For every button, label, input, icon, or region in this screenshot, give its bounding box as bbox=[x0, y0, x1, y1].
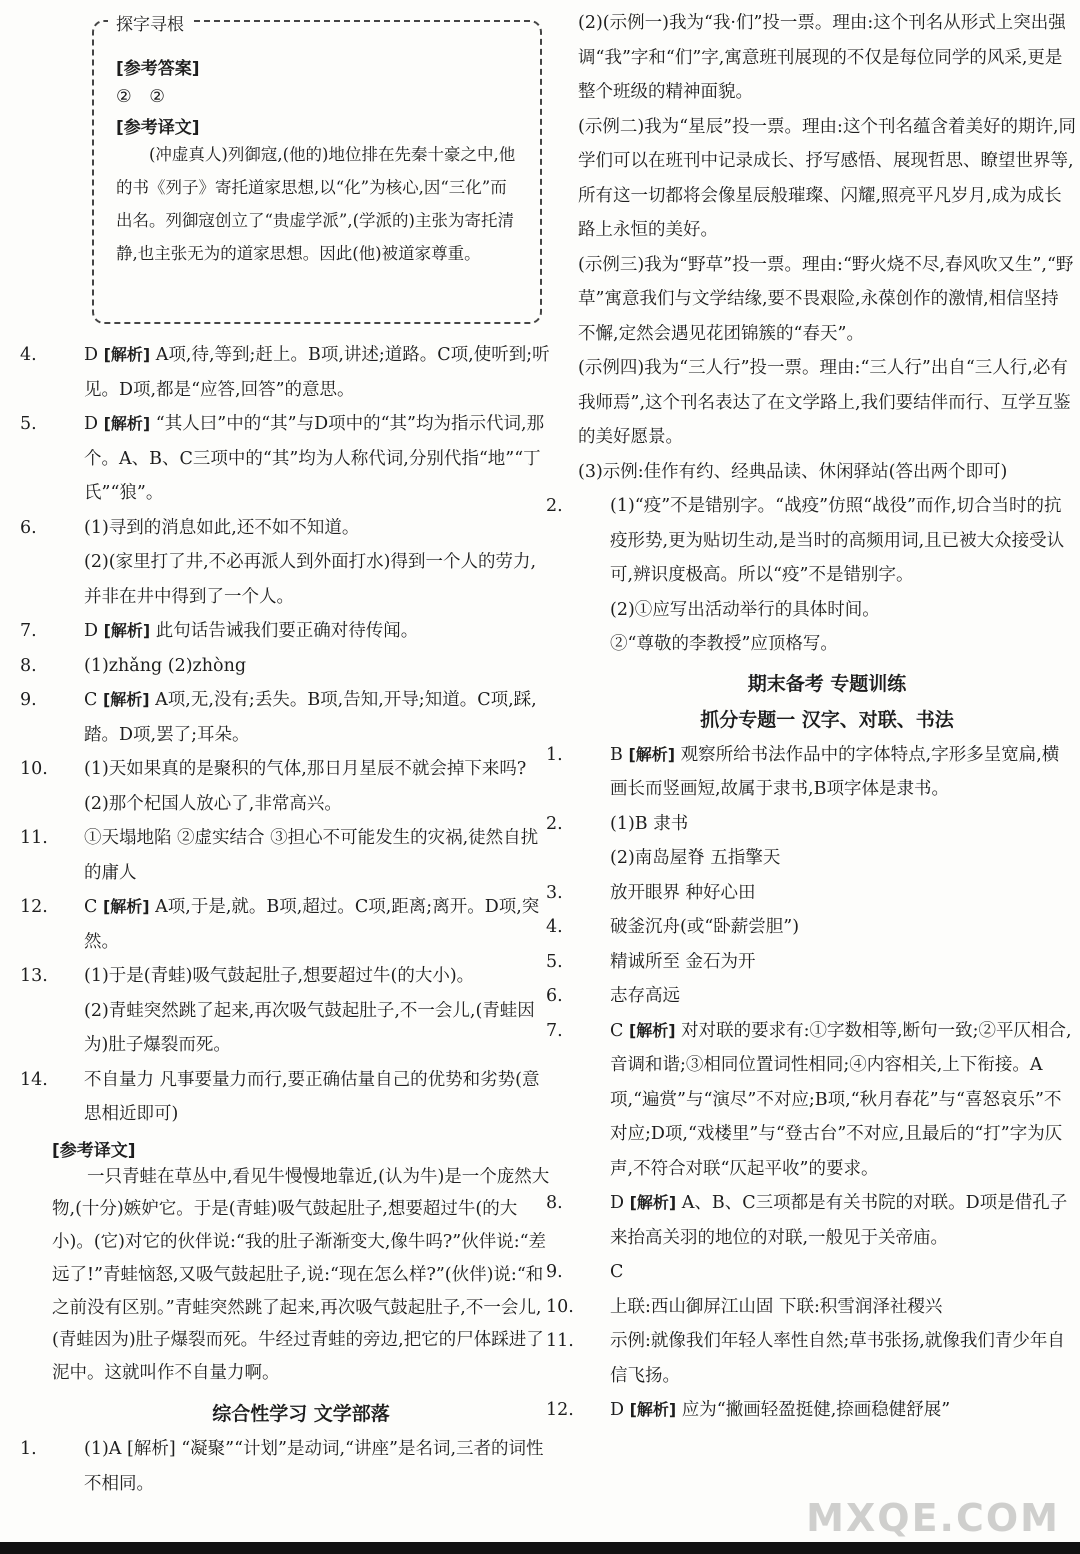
list-item bbox=[546, 489, 1076, 662]
list-item bbox=[546, 1186, 1076, 1255]
item-number: 9. bbox=[546, 1262, 563, 1282]
item-first-line bbox=[546, 1255, 1076, 1290]
analysis-tag: [解析] bbox=[629, 1400, 677, 1419]
item-text: (1)于是(青蛙)吸气鼓起肚子,想要超过牛(的大小)。 bbox=[84, 966, 475, 986]
item-first-line bbox=[546, 945, 1076, 980]
list-item bbox=[546, 1290, 1076, 1325]
list-item bbox=[546, 738, 1076, 807]
list-item bbox=[20, 614, 550, 649]
item-first-line bbox=[20, 890, 550, 959]
right-answer-list bbox=[546, 738, 1076, 1428]
section-heading-topic-one: 抓分专题一 汉字、对联、书法 bbox=[700, 708, 954, 731]
item-first-line bbox=[20, 959, 550, 994]
item-number: 2. bbox=[546, 813, 563, 834]
list-item bbox=[546, 1393, 1076, 1428]
answer-tag: [参考答案] bbox=[116, 59, 200, 79]
item-first-line bbox=[20, 511, 550, 546]
answer-text: ② ② bbox=[116, 87, 171, 107]
list-item bbox=[20, 890, 550, 959]
list-item bbox=[546, 876, 1076, 911]
list-item bbox=[546, 1255, 1076, 1290]
item-text: C bbox=[610, 1262, 624, 1282]
item-text: D [解析] A项,待,等到;赶上。B项,讲述;道路。C项,使听到;听见。D项,都是“应答,回答”的意思。 bbox=[84, 345, 550, 400]
item-text: (1)A [解析] “凝聚”“计划”是动词,“讲座”是名词,三者的词性不相同。 bbox=[84, 1439, 544, 1494]
item-number: 11. bbox=[20, 828, 48, 848]
example-paragraph: (3)示例:佳作有约、经典品读、休闲驿站(答出两个即可) bbox=[578, 461, 1008, 482]
item-number: 6. bbox=[20, 517, 37, 538]
right-top-examples bbox=[578, 6, 1076, 489]
item-text: ①天塌地陷 ②虚实结合 ③担心不可能发生的灾祸,徒然自扰的庸人 bbox=[84, 828, 539, 883]
item-first-line bbox=[20, 614, 550, 649]
list-item bbox=[20, 821, 550, 890]
item-sub-line: (2)(家里打了井,不必再派人到外面打水)得到一个人的劳力,并非在井中得到了一个人。 bbox=[84, 552, 537, 607]
item-text: D [解析] 应为“撇画轻盈挺健,捺画稳健舒展” bbox=[610, 1400, 951, 1420]
item-first-line bbox=[20, 1063, 550, 1132]
footer-bar bbox=[0, 1542, 1080, 1554]
analysis-tag: [解析] bbox=[102, 690, 150, 709]
list-item bbox=[20, 511, 550, 615]
item-first-line bbox=[546, 979, 1076, 1014]
item-number: 7. bbox=[546, 1020, 563, 1041]
item-text: (1)zhǎng (2)zhòng bbox=[84, 655, 247, 676]
item-number: 12. bbox=[20, 897, 48, 917]
item-sub-line: (2)那个杞国人放心了,非常高兴。 bbox=[84, 793, 342, 814]
list-item bbox=[20, 649, 550, 684]
right-column bbox=[546, 0, 1077, 1428]
analysis-tag: [解析] bbox=[103, 414, 151, 433]
item-number: 5. bbox=[546, 951, 563, 972]
item-first-line bbox=[546, 1393, 1076, 1428]
item-text: 放开眼界 种好心田 bbox=[610, 882, 756, 903]
right-item-2 bbox=[546, 489, 1076, 662]
item-number: 4. bbox=[20, 345, 37, 365]
item-number: 10. bbox=[546, 1296, 574, 1317]
box-translation: (冲虚真人)列御寇,(他的)地位排在先秦十豪之中,他的书《列子》寄托道家思想,以“化”为核心,因“三化”而出名。列御寇创立了“贵虚学派”,(学派的)主张为寄托清静,也主张无为的道家思想。因此(他)被道家尊重。 bbox=[116, 145, 516, 263]
list-item bbox=[546, 807, 1076, 876]
item-text: C [解析] 对对联的要求有:①字数相等,断句一致;②平仄相合,音调和谐;③相同位置词性相同;④内容相关,上下衔接。A项,“遍赏”与“演尽”不对应;B项,“秋月春花”与“喜怒哀乐”不对应;D项,“戏楼里”与“登古台”不对应,且最后的“打”字为仄声,不符合对联“仄起平收”的要求。 bbox=[610, 1020, 1072, 1179]
analysis-tag: [解析] bbox=[103, 345, 151, 364]
tanzi-xungen-box bbox=[92, 15, 542, 324]
list-item bbox=[20, 752, 550, 821]
item-text: 上联:西山御屏江山固 下联:积雪润泽社稷兴 bbox=[610, 1296, 943, 1317]
item-number: 14. bbox=[20, 1069, 48, 1090]
item-number: 8. bbox=[546, 1193, 563, 1213]
item-number: 10. bbox=[20, 759, 48, 779]
item-first-line bbox=[20, 683, 550, 752]
item-number: 11. bbox=[546, 1331, 574, 1351]
analysis-tag: [解析] bbox=[628, 1020, 676, 1040]
list-item bbox=[546, 945, 1076, 980]
box-title: 探字寻根 bbox=[108, 10, 192, 35]
list-item bbox=[20, 1432, 550, 1501]
item-sub-line: (2)青蛙突然跳了起来,再次吸气鼓起肚子,不一会儿,(青蛙因为)肚子爆裂而死。 bbox=[84, 1000, 535, 1055]
list-item bbox=[20, 407, 550, 511]
section-heading-literature: 综合性学习 文学部落 bbox=[212, 1403, 390, 1426]
analysis-tag: [解析] bbox=[628, 744, 676, 764]
item-sub-line: ②“尊敬的李教授”应顶格写。 bbox=[610, 634, 838, 654]
item-first-line bbox=[546, 1290, 1076, 1325]
item-first-line bbox=[546, 1186, 1076, 1255]
example-paragraph: (示例四)我为“三人行”投一票。理由:“三人行”出自“三人行,必有我师焉”,这个刊名表达了在文学路上,我们要结伴而行、互学互鉴的美好愿景。 bbox=[578, 358, 1071, 447]
item-first-line bbox=[546, 1324, 1076, 1393]
item-text: C [解析] A项,无,没有;丢失。B项,告知,开导;知道。C项,踩,踏。D项,罢了;耳朵。 bbox=[84, 690, 537, 745]
item-first-line bbox=[546, 910, 1076, 945]
item-number: 12. bbox=[546, 1400, 574, 1420]
example-paragraph: (示例二)我为“星辰”投一票。理由:这个刊名蕴含着美好的期许,同学们可以在班刊中记录成长、抒写感悟、展现哲思、瞭望世界等,所有这一切都将会像星辰般璀璨、闪耀,照亮平凡岁月,成为成长路上永恒的美好。 bbox=[578, 116, 1077, 240]
example-paragraph: (示例三)我为“野草”投一票。理由:“野火烧不尽,春风吹又生”,“野草”寓意我们与文学结缘,要不畏艰险,永葆创作的激情,相信坚持不懈,定然会遇见花团锦簇的“春天”。 bbox=[578, 254, 1074, 344]
item-text: D [解析] 此句话告诫我们要正确对待传闻。 bbox=[84, 621, 419, 641]
item-number: 1. bbox=[546, 744, 563, 765]
item-number: 9. bbox=[20, 690, 37, 710]
item-text: C [解析] A项,于是,就。B项,超过。C项,距离;离开。D项,突然。 bbox=[84, 897, 540, 952]
item-text: 精诚所至 金石为开 bbox=[610, 951, 756, 972]
analysis-tag: [解析] bbox=[102, 897, 150, 916]
item-text: D [解析] A、B、C三项都是有关书院的对联。D项是借孔子来抬高关羽的地位的对联,一般见于关帝庙。 bbox=[610, 1193, 1068, 1248]
item-first-line bbox=[546, 876, 1076, 911]
item-text: D [解析] “其人曰”中的“其”与D项中的“其”均为指示代词,那个。A、B、C三项中的“其”均为人称代词,分别代指“地”“丁氏”“狼”。 bbox=[84, 414, 545, 503]
item-text: 破釜沉舟(或“卧薪尝胆”) bbox=[610, 917, 800, 937]
item-first-line bbox=[546, 489, 1076, 593]
item-first-line bbox=[546, 738, 1076, 807]
item-number: 7. bbox=[20, 621, 37, 641]
item-text: (1)“疫”不是错别字。“战疫”仿照“战役”而作,切合当时的抗疫形势,更为贴切生动,是当时的高频用词,且已被大众接受认可,辨识度极高。所以“疫”不是错别字。 bbox=[610, 496, 1065, 585]
left-answer-list bbox=[20, 338, 550, 1132]
item-text: B [解析] 观察所给书法作品中的字体特点,字形多呈宽扁,横画长而竖画短,故属于隶书,B项字体是隶书。 bbox=[610, 744, 1060, 799]
item-number: 3. bbox=[546, 882, 563, 903]
item-first-line bbox=[20, 821, 550, 890]
analysis-tag: [解析] bbox=[103, 621, 151, 640]
item-number: 4. bbox=[546, 917, 563, 937]
item-first-line bbox=[20, 338, 550, 407]
item-number: 5. bbox=[20, 414, 37, 434]
list-item bbox=[546, 1014, 1076, 1187]
left-translation-text: 一只青蛙在草丛中,看见牛慢慢地靠近,(认为牛)是一个庞然大物,(十分)嫉妒它。于是(青蛙)吸气鼓起肚子,想要超过牛(的大小)。(它)对它的伙伴说:“我的肚子渐渐变大,像牛吗?”伙伴说:“差远了!”青蛙恼怒,又吸气鼓起肚子,说:“现在怎么样?”(伙伴)说:“和之前没有区别。”青蛙突然跳了起来,再次吸气鼓起肚子,不一会儿,(青蛙因为)肚子爆裂而死。牛经过青蛙的旁边,把它的尸体踩进了泥中。这就叫作不自量力啊。 bbox=[52, 1166, 550, 1384]
list-item bbox=[20, 338, 550, 407]
item-number: 1. bbox=[20, 1439, 37, 1460]
list-item bbox=[546, 979, 1076, 1014]
item-text: 不自量力 凡事要量力而行,要正确估量自己的优势和劣势(意思相近即可) bbox=[84, 1069, 540, 1124]
list-item bbox=[546, 910, 1076, 945]
item-text: 示例:就像我们年轻人率性自然;草书张扬,就像我们青少年自信飞扬。 bbox=[610, 1331, 1065, 1386]
translation-tag: [参考译文] bbox=[116, 118, 200, 138]
item-text: (1)寻到的消息如此,还不如不知道。 bbox=[84, 517, 360, 538]
list-item bbox=[20, 1063, 550, 1132]
item-first-line bbox=[546, 807, 1076, 842]
item-first-line bbox=[20, 407, 550, 511]
item-first-line bbox=[546, 1014, 1076, 1187]
left-translation-tag: [参考译文] bbox=[52, 1140, 136, 1161]
item-number: 6. bbox=[546, 986, 563, 1006]
section-heading-final-review: 期末备考 专题训练 bbox=[747, 672, 907, 695]
item-text: (1)B 隶书 bbox=[610, 813, 689, 834]
list-item bbox=[20, 683, 550, 752]
item-text: (1)天如果真的是聚积的气体,那日月星辰不就会掉下来吗? bbox=[84, 759, 527, 779]
item-number: 2. bbox=[546, 496, 563, 516]
item-text: 志存高远 bbox=[610, 986, 680, 1006]
analysis-tag: [解析] bbox=[629, 1193, 677, 1212]
item-first-line bbox=[20, 752, 550, 787]
item-sub-line: (2)南岛屋脊 五指擎天 bbox=[610, 848, 781, 868]
left-column bbox=[20, 0, 550, 1501]
item-sub-line: (2)①应写出活动举行的具体时间。 bbox=[610, 599, 880, 620]
example-paragraph: (2)(示例一)我为“我·们”投一票。理由:这个刊名从形式上突出强调“我”字和“们”字,寓意班刊展现的不仅是每位同学的风采,更是整个班级的精神面貌。 bbox=[578, 13, 1066, 102]
watermark: MXQE.COM bbox=[806, 1496, 1060, 1540]
item-first-line bbox=[20, 649, 550, 684]
item-number: 13. bbox=[20, 966, 48, 986]
item-number: 8. bbox=[20, 655, 37, 676]
list-item bbox=[20, 959, 550, 1063]
list-item bbox=[546, 1324, 1076, 1393]
